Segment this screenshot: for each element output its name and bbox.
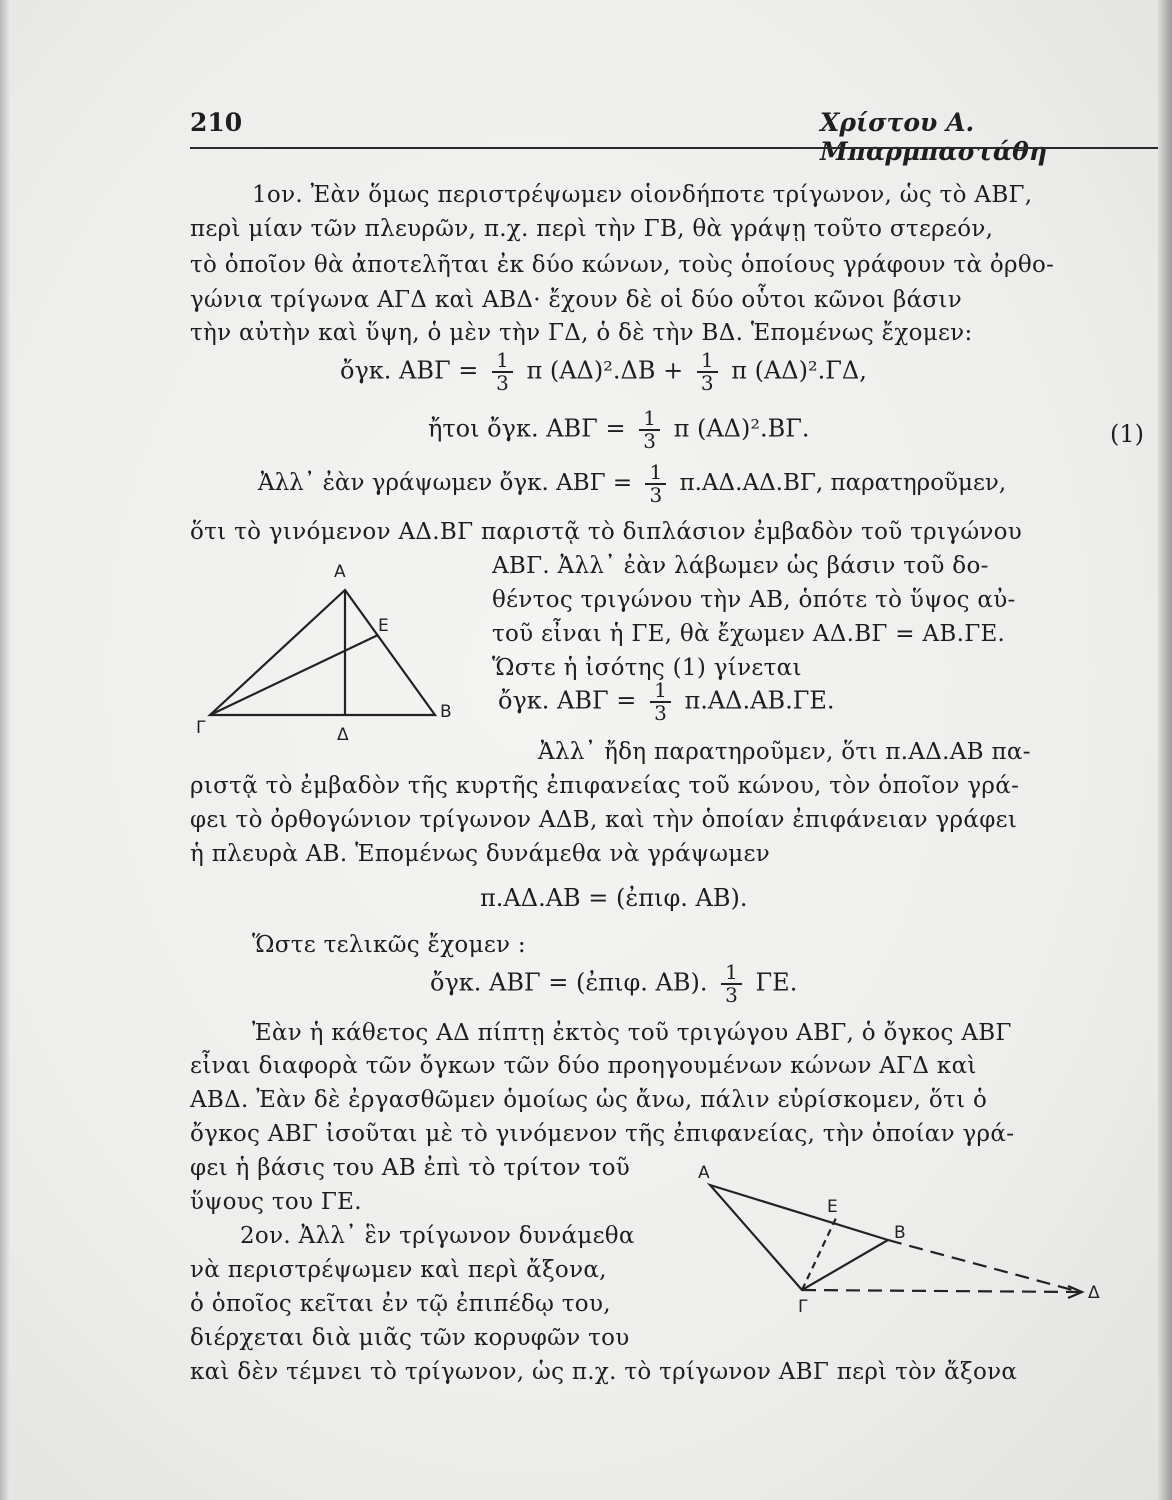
eq-text: π (ΑΔ)².ΓΔ, [731, 356, 867, 385]
label-b: B [894, 1223, 906, 1243]
fraction: $\frac{1}{3}$ [492, 350, 513, 394]
eq-text: π (ΑΔ)².ΔΒ + [526, 356, 684, 385]
text-line: θέντος τριγώνου τὴν ΑΒ, ὁπότε τὸ ὕψος αὐ- [492, 587, 1016, 613]
eq-text: ὄγκ. ΑΒΓ = [498, 686, 637, 715]
fraction: $\frac{1}{3}$ [639, 408, 660, 452]
altitude-ge [210, 635, 378, 715]
equation: π.ΑΔ.ΑΒ = (ἐπιφ. ΑΒ). [480, 884, 748, 912]
eq-text: π.ΑΔ.ΑΔ.ΒΓ, παρατηροῦμεν, [679, 470, 1007, 496]
label-a: A [698, 1163, 710, 1183]
axis-gd [802, 1290, 1080, 1292]
text-line: Ὥστε ἡ ἰσότης (1) γίνεται [492, 655, 802, 681]
triangle-figure-1 [190, 555, 470, 745]
text-line: ὁ ὁποῖος κεῖται ἐν τῷ ἐπιπέδῳ του, [190, 1291, 611, 1317]
label-g: Γ [798, 1297, 808, 1317]
running-title: Χρίστου Α. Μπαρμπαστάθη [820, 108, 1048, 166]
label-d: Δ [1088, 1283, 1100, 1303]
label-e: E [827, 1197, 838, 1217]
text-line: ΑΒΔ. Ἐὰν δὲ ἐργασθῶμεν ὁμοίως ὡς ἄνω, πάλιν εὑρίσκομεν, ὅτι ὁ [190, 1087, 988, 1113]
eq-text: ἤτοι ὄγκ. ΑΒΓ = [428, 414, 626, 443]
extension-bd [888, 1240, 1080, 1292]
text-line: Ὥστε τελικῶς ἔχομεν : [252, 932, 526, 958]
fraction: $\frac{1}{3}$ [650, 680, 671, 724]
text-line: 2ον. Ἀλλ᾽ ἓν τρίγωνον δυνάμεθα [240, 1223, 635, 1249]
text-line: τὸ ὁποῖον θὰ ἀποτελῆται ἐκ δύο κώνων, τοὺς ὁποίους γράφουν τὰ ὀρθο- [190, 252, 1055, 278]
text-line: γώνια τρίγωνα ΑΓΔ καὶ ΑΒΔ· ἔχουν δὲ οἱ δύο οὗτοι κῶνοι βάσιν [190, 287, 963, 313]
page-edge-shadow [1158, 0, 1172, 1500]
fraction: $\frac{1}{3}$ [721, 962, 742, 1006]
text-line: εἶναι διαφορὰ τῶν ὄγκων τῶν δύο προηγουμένων κώνων ΑΓΔ καὶ [190, 1053, 977, 1079]
text-line: νὰ περιστρέψωμεν καὶ περὶ ἄξονα, [190, 1257, 607, 1283]
page-number: 210 [190, 108, 243, 137]
text-line: ὕψους του ΓΕ. [190, 1189, 362, 1215]
text-line: Ἐὰν ἡ κάθετος ΑΔ πίπτῃ ἐκτὸς τοῦ τριγώγου ΑΒΓ, ὁ ὄγκος ΑΒΓ [252, 1020, 1012, 1046]
text-line: διέρχεται διὰ μιᾶς τῶν κορυφῶν του [190, 1325, 630, 1351]
equation [498, 680, 835, 724]
page-spine-shadow [0, 0, 10, 1500]
text-line: τοῦ εἶναι ἡ ΓΕ, θὰ ἔχωμεν ΑΔ.ΒΓ = ΑΒ.ΓΕ. [492, 621, 1006, 647]
eq-text: ΓΕ. [755, 968, 798, 997]
equation [340, 350, 867, 394]
text-line: 1ον. Ἐὰν ὅμως περιστρέψωμεν οἱονδήποτε τρίγωνον, ὡς τὸ ΑΒΓ, [252, 182, 1033, 208]
eq-text: π (ΑΔ)².ΒΓ. [673, 414, 810, 443]
text-line: ἡ πλευρὰ ΑΒ. Ἑπομένως δυνάμεθα νὰ γράψωμεν [190, 841, 771, 867]
text-line [258, 462, 1006, 506]
eq-text: ὄγκ. ΑΒΓ = [340, 356, 479, 385]
eq-text: π.ΑΔ.ΑΒ.ΓΕ. [684, 686, 835, 715]
label-b: B [440, 702, 452, 722]
eq-text: ὄγκ. ΑΒΓ = (ἐπιφ. ΑΒ). [430, 968, 708, 997]
label-d: Δ [337, 725, 349, 745]
triangle-abg [210, 590, 435, 715]
text-line: ὅτι τὸ γινόμενον ΑΔ.ΒΓ παριστᾷ τὸ διπλάσιον ἐμβαδὸν τοῦ τριγώνου [190, 519, 1023, 545]
label-e: E [378, 616, 389, 636]
triangle-abg [710, 1185, 888, 1290]
label-a: A [334, 562, 346, 582]
text-line: τὴν αὐτὴν καὶ ὕψη, ὁ μὲν τὴν ΓΔ, ὁ δὲ τὴν ΒΔ. Ἑπομένως ἔχομεν: [190, 320, 973, 346]
header-rule [190, 147, 1158, 149]
eq-text: Ἀλλ᾽ ἐὰν γράψωμεν ὄγκ. ΑΒΓ = [258, 470, 633, 496]
equation-label: (1) [1110, 420, 1144, 448]
text-line: καὶ δὲν τέμνει τὸ τρίγωνον, ὡς π.χ. τὸ τρίγωνον ΑΒΓ περὶ τὸν ἄξονα [190, 1359, 1018, 1385]
fraction: $\frac{1}{3}$ [645, 462, 666, 506]
text-line: ὄγκος ΑΒΓ ἰσοῦται μὲ τὸ γινόμενον τῆς ἐπιφανείας, τὴν ὁποίαν γρά- [190, 1121, 1015, 1147]
text-line: ριστᾷ τὸ ἐμβαδὸν τῆς κυρτῆς ἐπιφανείας τοῦ κώνου, τὸν ὁποῖον γρά- [190, 773, 1020, 799]
text-line: περὶ μίαν τῶν πλευρῶν, π.χ. περὶ τὴν ΓΒ, θὰ γράψῃ τοῦτο στερεόν, [190, 216, 994, 242]
equation [428, 408, 810, 452]
text-line: ΑΒΓ. Ἀλλ᾽ ἐὰν λάβωμεν ὡς βάσιν τοῦ δο- [492, 553, 989, 579]
text-line: φει ἡ βάσις του ΑΒ ἐπὶ τὸ τρίτον τοῦ [190, 1155, 631, 1181]
fraction: $\frac{1}{3}$ [697, 350, 718, 394]
equation [430, 962, 797, 1006]
triangle-figure-2 [690, 1160, 1130, 1320]
text-line: Ἀλλ᾽ ἤδη παρατηροῦμεν, ὅτι π.ΑΔ.ΑΒ πα- [538, 739, 1031, 765]
text-line: φει τὸ ὀρθογώνιον τρίγωνον ΑΔΒ, καὶ τὴν ὁποίαν ἐπιφάνειαν γράφει [190, 807, 1018, 833]
label-g: Γ [196, 718, 206, 738]
